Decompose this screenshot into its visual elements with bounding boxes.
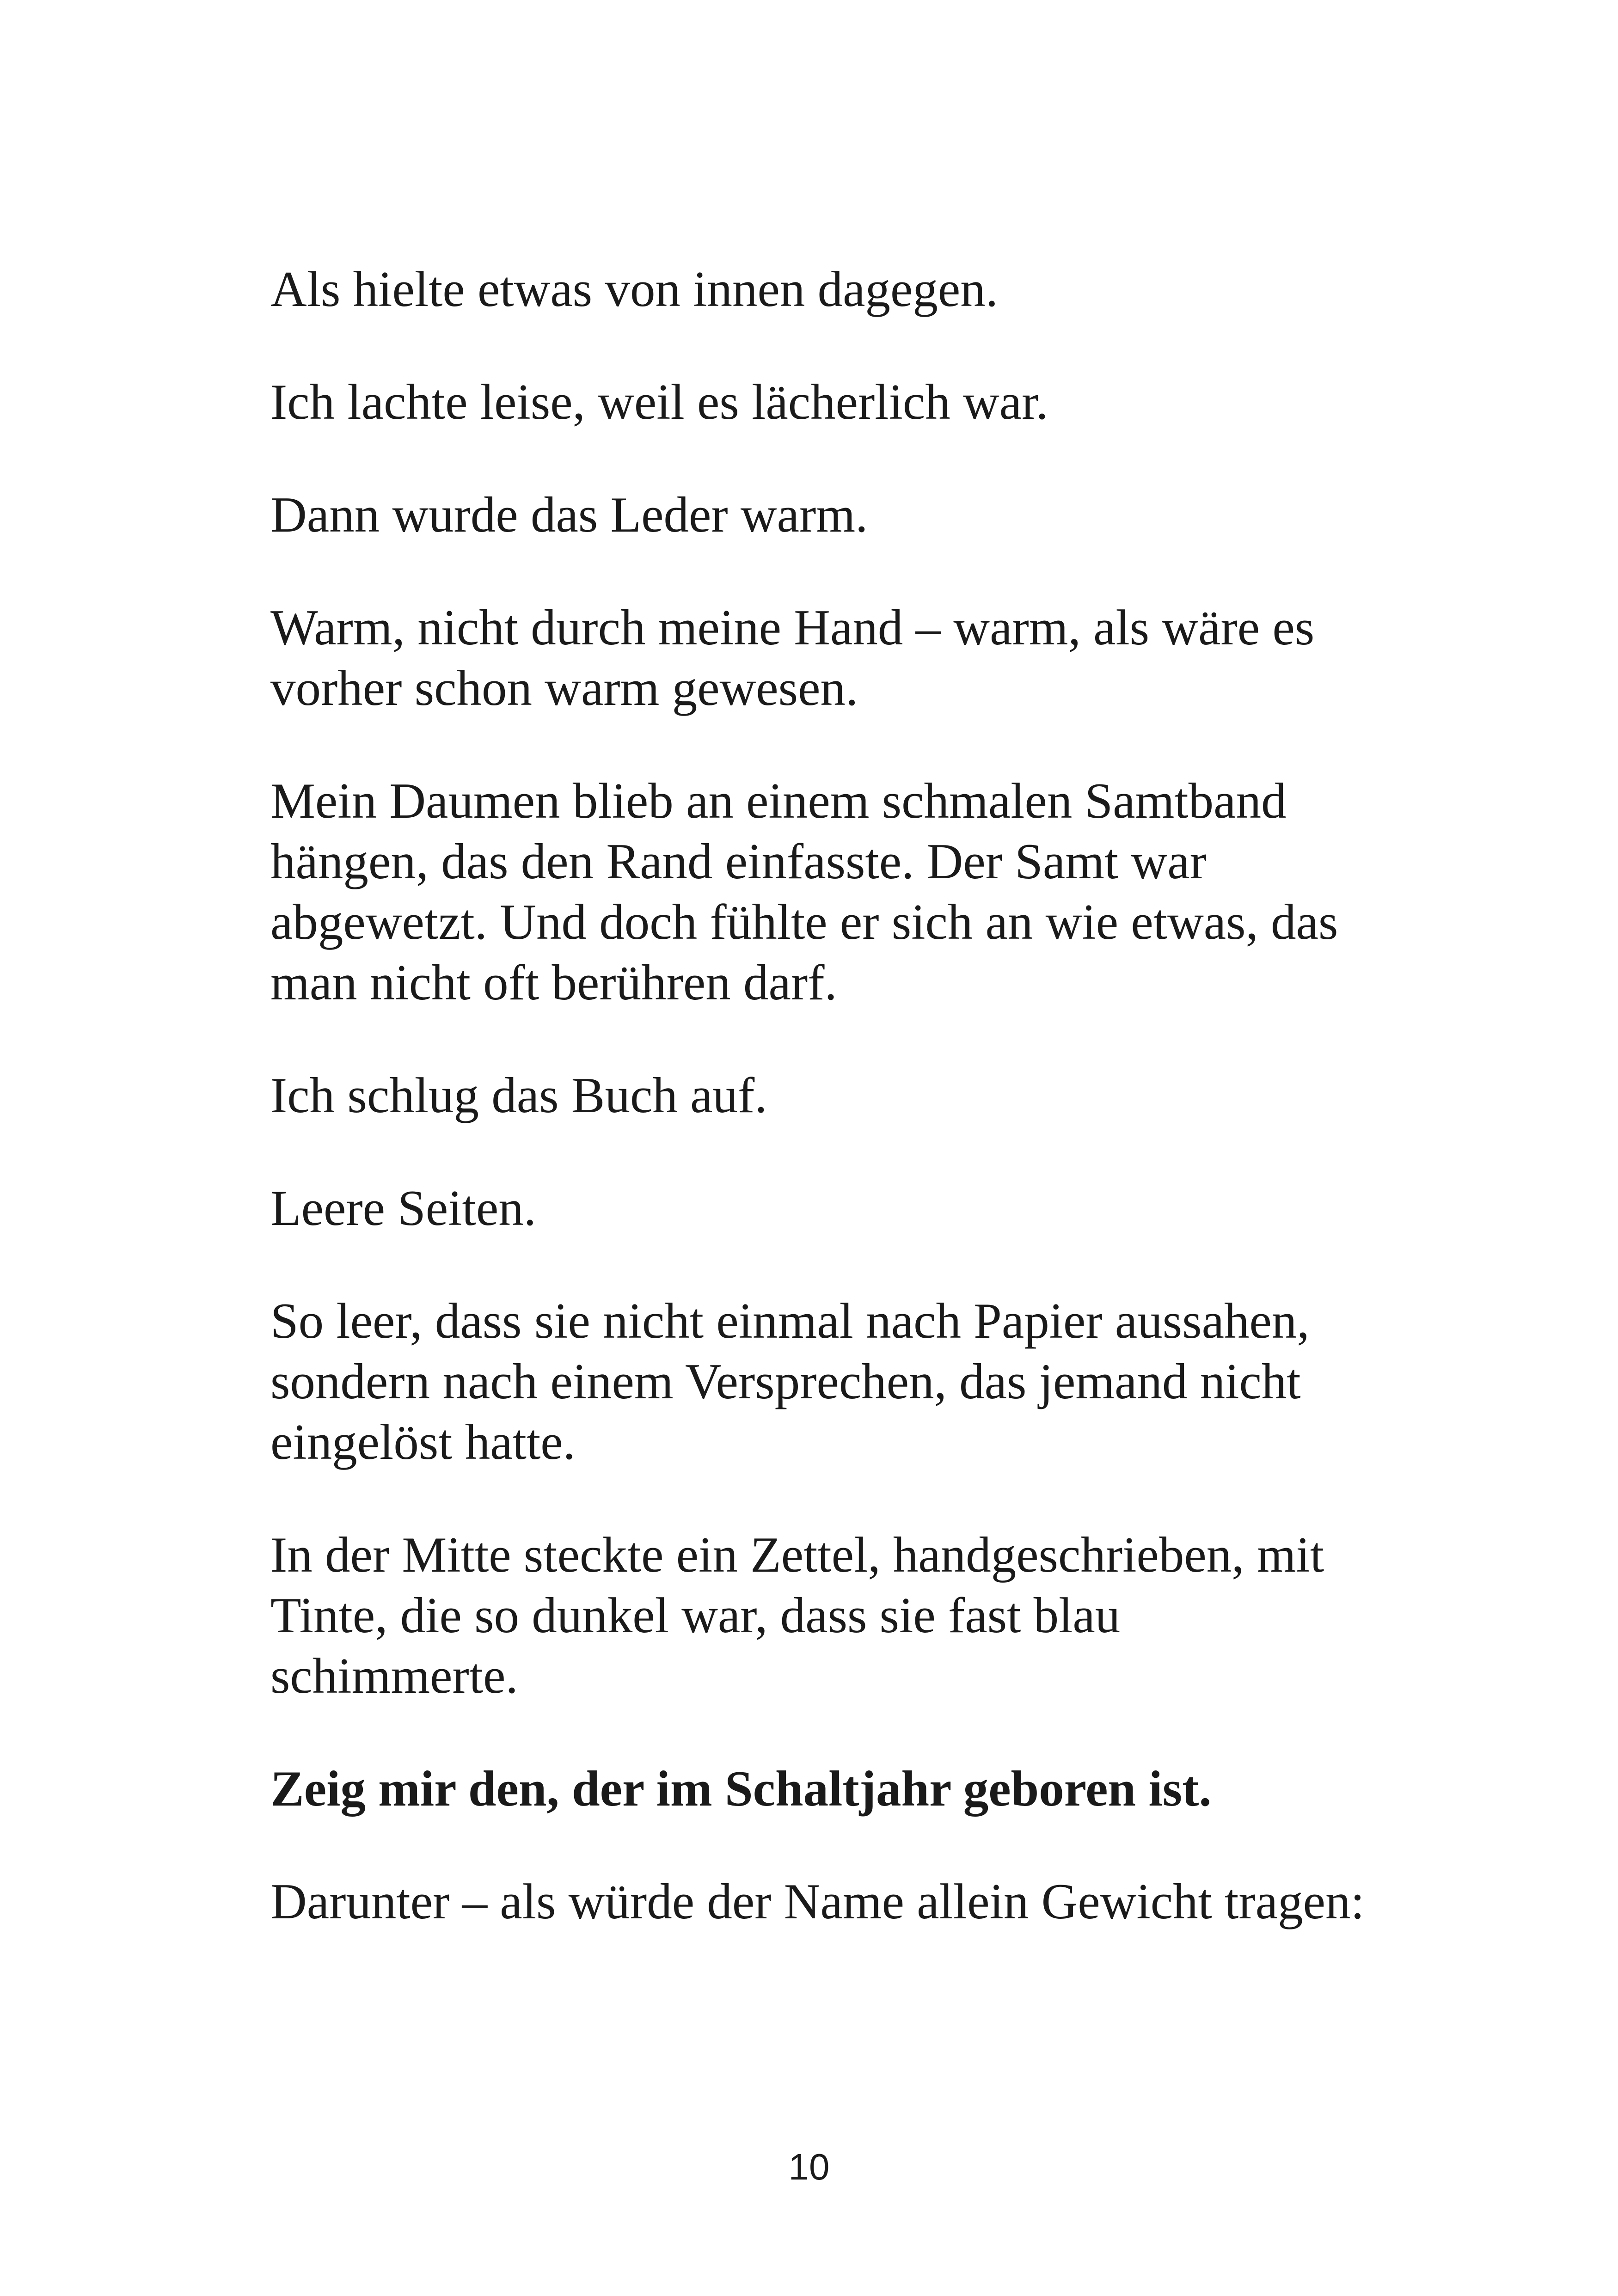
paragraph: Ich lachte leise, weil es lächerlich war.: [270, 374, 1048, 430]
paragraph: Als hielte etwas von innen dagegen.: [270, 261, 999, 317]
body-text: [270, 259, 1380, 1984]
paragraph: Warm, nicht durch meine Hand – warm, als wäre es vorher schon warm gewesen.: [270, 600, 1315, 716]
paragraph: Leere Seiten.: [270, 1180, 536, 1236]
paragraph: Dann wurde das Leder warm.: [270, 487, 868, 543]
paragraph: Darunter – als würde der Name allein Gewicht tragen:: [270, 1874, 1365, 1929]
paragraph: Mein Daumen blieb an einem schmalen Samtband hängen, das den Rand einfasste. Der Samt war abgewetzt. Und doch fühlte er sich an wie etwas, das man nicht oft berühren darf.: [270, 773, 1338, 1010]
paragraph: In der Mitte steckte ein Zettel, handgeschrieben, mit Tinte, die so dunkel war, dass sie fast blau schimmerte.: [270, 1527, 1324, 1704]
page-number: 10: [788, 2146, 830, 2187]
paragraph: Ich schlug das Buch auf.: [270, 1067, 767, 1123]
note-text: Zeig mir den, der im Schaltjahr geboren ist.: [270, 1761, 1212, 1817]
paragraph: So leer, dass sie nicht einmal nach Papier aussahen, sondern nach einem Versprechen, das jemand nicht eingelöst hatte.: [270, 1293, 1310, 1470]
